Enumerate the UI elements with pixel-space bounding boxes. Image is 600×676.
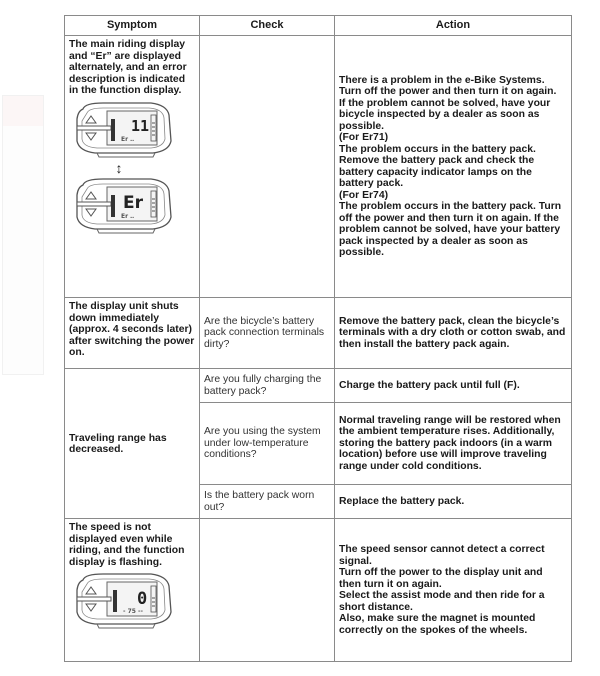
action-cell: Remove the battery pack, clean the bicycle’s terminals with a dry cloth or cotton swab, and then install the battery pack again.	[335, 298, 572, 369]
display-speed-readout: 11	[131, 116, 150, 135]
symptom-text: The speed is not displayed even while riding, and the function display is flashing.	[69, 522, 185, 568]
symptom-cell: The display unit shuts down immediately (approx. 4 seconds later) after switching the power on.	[65, 298, 200, 369]
header-action: Action	[335, 16, 572, 36]
display-unit-riding-icon	[73, 101, 173, 159]
table-row	[65, 298, 572, 369]
table-row	[65, 36, 572, 298]
check-cell: Are the bicycle’s battery pack connection terminals dirty?	[200, 298, 335, 369]
symptom-cell	[65, 519, 200, 662]
display-speed-readout: 0	[137, 589, 148, 609]
background-panel	[2, 95, 44, 375]
header-row	[65, 16, 572, 36]
action-cell: The speed sensor cannot detect a correct signal. Turn off the power to the display unit and then turn it on again. Select the assist mode and then ride for a short distance. Also, make sure the magnet is mounted correctly on the spokes of the wheels.	[335, 519, 572, 662]
action-cell: Replace the battery pack.	[335, 485, 572, 519]
symptom-cell	[65, 36, 200, 298]
svg-text:Er ‥: Er ‥	[121, 212, 135, 220]
display-error-readout: Er	[123, 192, 143, 213]
check-cell: Are you using the system under low-temperature conditions?	[200, 403, 335, 485]
check-cell: Is the battery pack worn out?	[200, 485, 335, 519]
header-symptom: Symptom	[65, 16, 200, 36]
display-unit-error-icon	[73, 177, 173, 235]
alternate-arrow-icon: ↕	[115, 159, 123, 176]
table-row	[65, 369, 572, 403]
check-cell	[200, 36, 335, 298]
check-cell: Are you fully charging the battery pack?	[200, 369, 335, 403]
check-cell	[200, 519, 335, 662]
action-cell: Charge the battery pack until full (F).	[335, 369, 572, 403]
display-unit-flashing-icon	[73, 572, 173, 630]
action-cell: There is a problem in the e-Bike Systems. Turn off the power and then turn it on again. If the problem cannot be solved, have your bicycle inspected by a dealer as soon as possible. (For Er71) The problem occurs in the battery pack. Remove the battery pack and check the battery capacity indicator lamps on the battery pack. (For Er74) The problem occurs in the battery pack. Turn off the power and then turn it on again. If the problem cannot be solved, have your battery pack inspected by a dealer as soon as possible.	[335, 36, 572, 298]
symptom-cell: Traveling range has decreased.	[65, 369, 200, 519]
troubleshooting-table	[64, 15, 572, 662]
table-row	[65, 519, 572, 662]
header-check: Check	[200, 16, 335, 36]
svg-text:Er ‥: Er ‥	[121, 135, 135, 143]
action-cell: Normal traveling range will be restored when the ambient temperature rises. Additionally, storing the battery pack indoors (in a warm location) before use will improve traveling range under cold conditions.	[335, 403, 572, 485]
symptom-text: The main riding display and “Er” are displayed alternately, and an error description is indicated in the function display.	[69, 39, 187, 96]
svg-text:- 75 --: - 75 --	[123, 608, 143, 615]
